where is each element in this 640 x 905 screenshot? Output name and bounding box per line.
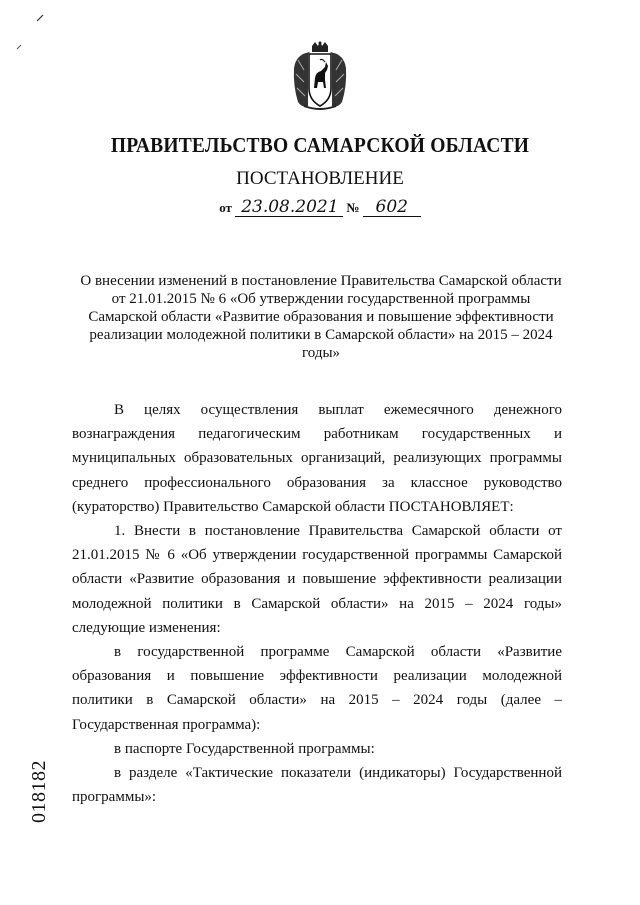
- number-prefix: №: [346, 200, 360, 215]
- margin-serial-number: 018182: [28, 760, 50, 823]
- date-number-line: [0, 198, 640, 217]
- document-subject: О внесении изменений в постановление Правительства Самарской области от 21.01.2015 № 6 «Об утверждении государственной программы Самарской области «Развитие образования и повышение эффективности реализации молодежной политики в Самарской области» на 2015 – 2024 годы»: [80, 273, 562, 361]
- scan-mark: [36, 14, 44, 22]
- body-paragraph: в разделе «Тактические показатели (индикаторы) Государственной программы»:: [72, 765, 562, 806]
- document-number: 602: [363, 198, 421, 217]
- samara-coat-of-arms-icon: [290, 40, 350, 112]
- government-title: ПРАВИТЕЛЬСТВО САМАРСКОЙ ОБЛАСТИ: [110, 133, 530, 157]
- body-paragraph: в государственной программе Самарской области «Развитие образования и повышение эффективности реализации молодежной политики в Самарской области» на 2015 – 2024 годы (далее – Государственная программа):: [72, 644, 562, 733]
- document-type: ПОСТАНОВЛЕНИЕ: [236, 168, 404, 189]
- body-paragraph: 1. Внести в постановление Правительства Самарской области от 21.01.2015 № 6 «Об утверждении государственной программы Самарской области «Развитие образования и повышение эффективности реализации молодежной политики в Самарской области» на 2015 – 2024 годы» следующие изменения:: [72, 523, 562, 636]
- document-date: 23.08.2021: [235, 198, 343, 217]
- body-paragraph: в паспорте Государственной программы:: [114, 740, 375, 757]
- document-body: [72, 398, 562, 809]
- body-paragraph: В целях осуществления выплат ежемесячного денежного вознаграждения педагогическим работникам государственных и муниципальных образовательных организаций, реализующих программы среднего профессионального образования за классное руководство (кураторство) Правительство Самарской области ПОСТАНОВЛЯЕТ:: [72, 402, 562, 515]
- date-prefix: от: [219, 200, 232, 215]
- scan-mark: [16, 44, 22, 50]
